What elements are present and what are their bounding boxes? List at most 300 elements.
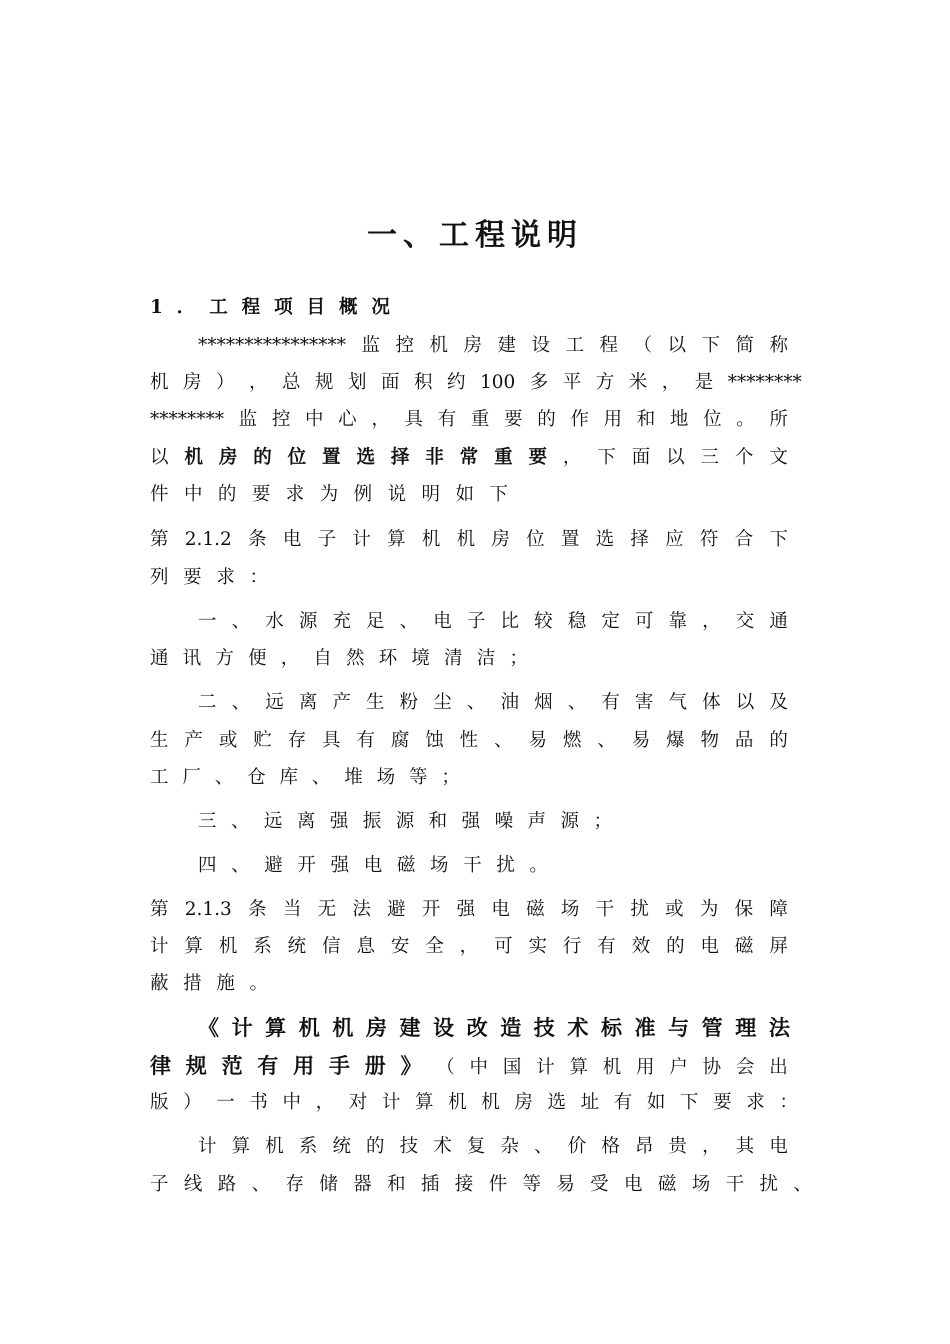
text-glyph: 条: [248, 899, 267, 920]
text-glyph: 置: [322, 447, 341, 468]
text-glyph: 、: [399, 611, 419, 632]
text-line: [150, 566, 268, 590]
text-glyph: 磁: [396, 855, 416, 876]
text-glyph: 位: [526, 529, 545, 550]
text-glyph: 易: [556, 1174, 575, 1195]
text-glyph: 、: [251, 1174, 271, 1195]
text-glyph: 三: [198, 811, 217, 832]
text-glyph: ：: [779, 1092, 798, 1113]
text-glyph: 效: [631, 936, 651, 957]
text-glyph: 所: [769, 409, 788, 430]
text-glyph: 房: [491, 529, 510, 550]
text-glyph: 一: [216, 1092, 235, 1113]
text-glyph: 下: [489, 484, 508, 505]
text-glyph: 的: [217, 484, 237, 505]
text-glyph: ，: [459, 936, 479, 957]
text-glyph: 位: [287, 447, 307, 468]
text-glyph: 监: [238, 409, 258, 430]
text-glyph: 房: [463, 335, 482, 356]
text-glyph: 面: [381, 372, 400, 393]
text-glyph: 约: [447, 372, 466, 393]
page-title: 一、工程说明: [367, 218, 583, 253]
text-glyph: 以: [735, 692, 755, 713]
text-line: [150, 898, 788, 922]
text-glyph: 电: [700, 936, 720, 957]
text-glyph: 存: [285, 1174, 304, 1195]
text-glyph: 远: [263, 811, 283, 832]
text-glyph: 和: [387, 1174, 406, 1195]
text-glyph: 、: [597, 730, 616, 751]
text-glyph: 库: [279, 767, 299, 788]
text-glyph: 电: [282, 529, 302, 550]
text-glyph: 规: [185, 1054, 207, 1078]
text-glyph: 要: [504, 409, 523, 430]
text-glyph: 品: [734, 730, 754, 751]
text-glyph: 控: [271, 409, 291, 430]
text-glyph: 概: [338, 297, 358, 318]
text-glyph: 总: [282, 372, 301, 393]
text-glyph: 方: [595, 372, 615, 393]
text-glyph: ）: [216, 372, 235, 393]
text-glyph: ，: [280, 648, 300, 669]
text-glyph: 重: [494, 447, 513, 468]
text-glyph: ．: [176, 297, 196, 318]
text-glyph: 有: [613, 1092, 633, 1113]
text-glyph: 干: [463, 855, 482, 876]
text-glyph: 场: [429, 855, 449, 876]
text-glyph: 燃: [562, 730, 582, 751]
text-glyph: 计: [150, 936, 169, 957]
text-glyph: 蚀: [425, 730, 444, 751]
text-glyph: 然: [346, 648, 365, 669]
text-glyph: 下: [680, 1092, 699, 1113]
text-glyph: 设: [433, 1016, 455, 1040]
text-glyph: 无: [317, 899, 337, 920]
text-glyph: 厂: [182, 767, 201, 788]
text-glyph: 储: [319, 1174, 338, 1195]
text-glyph: 、: [231, 855, 250, 876]
text-glyph: 计: [381, 1092, 401, 1113]
text-glyph: 或: [665, 899, 684, 920]
text-line: [150, 935, 788, 959]
text-glyph: 计: [231, 1016, 253, 1040]
text-glyph: 以: [666, 447, 685, 468]
text-glyph: 为: [319, 484, 339, 505]
text-glyph: （: [633, 335, 652, 356]
text-glyph: 称: [769, 335, 788, 356]
text-glyph: 、: [311, 767, 331, 788]
text-glyph: 机: [456, 529, 476, 550]
text-glyph: 控: [395, 335, 414, 356]
text-glyph: 米: [628, 372, 648, 393]
text-glyph: 和: [428, 811, 448, 832]
text-glyph: 系: [253, 936, 272, 957]
text-glyph: 开: [421, 899, 441, 920]
text-glyph: 机: [602, 1057, 622, 1078]
text-glyph: 、: [494, 730, 513, 751]
text-glyph: 、: [793, 1174, 812, 1195]
text-glyph: 下: [597, 447, 616, 468]
text-glyph: 设: [531, 335, 550, 356]
text-glyph: 接: [454, 1174, 474, 1195]
text-glyph: ；: [593, 811, 612, 832]
text-glyph: 噪: [494, 811, 514, 832]
text-glyph: 便: [248, 648, 267, 669]
text-glyph: 规: [315, 372, 334, 393]
text-glyph: 机: [218, 936, 238, 957]
text-glyph: 可: [634, 611, 654, 632]
text-glyph: 工: [150, 767, 169, 788]
text-glyph: 》: [400, 1054, 422, 1078]
text-glyph: 机: [429, 335, 448, 356]
text-glyph: 作: [570, 409, 589, 430]
text-glyph: 子: [150, 1174, 169, 1195]
text-glyph: 统: [332, 1136, 351, 1157]
text-glyph: 改: [466, 1016, 488, 1040]
text-line: [150, 446, 788, 470]
text-glyph: 有: [601, 692, 620, 713]
text-glyph: 受: [590, 1174, 609, 1195]
text-glyph: 。: [529, 855, 548, 876]
text-glyph: 扰: [759, 1174, 778, 1195]
text-line: [150, 528, 788, 552]
text-glyph: 措: [183, 973, 202, 994]
text-glyph: 算: [184, 936, 203, 957]
text-glyph: 机: [332, 1016, 354, 1040]
text-glyph: 害: [634, 692, 654, 713]
text-glyph: 有: [597, 936, 616, 957]
text-glyph: 及: [769, 692, 788, 713]
text-glyph: 机: [298, 1016, 320, 1040]
text-glyph: 振: [362, 811, 382, 832]
text-glyph: 100: [480, 372, 516, 393]
text-glyph: 和: [636, 409, 656, 430]
text-glyph: 环: [378, 648, 398, 669]
text-glyph: 算: [265, 1016, 287, 1040]
text-glyph: 出: [769, 1057, 788, 1078]
text-glyph: 源: [298, 611, 318, 632]
text-glyph: 地: [669, 409, 689, 430]
text-line: [198, 854, 548, 878]
text-glyph: ，: [661, 372, 681, 393]
text-glyph: 、: [214, 767, 234, 788]
text-glyph: 划: [348, 372, 367, 393]
text-glyph: 技: [533, 1016, 555, 1040]
text-glyph: ，: [702, 1136, 721, 1157]
text-glyph: 远: [265, 692, 284, 713]
text-glyph: 以: [667, 335, 686, 356]
text-glyph: 扰: [630, 899, 649, 920]
text-glyph: 要: [251, 484, 271, 505]
text-glyph: 技: [399, 1136, 419, 1157]
text-glyph: 机: [481, 1092, 500, 1113]
text-glyph: 理: [735, 1016, 757, 1040]
text-glyph: 监: [361, 335, 380, 356]
text-line: [150, 729, 788, 753]
text-glyph: 强: [461, 811, 481, 832]
text-glyph: 、: [231, 611, 251, 632]
text-glyph: 电: [624, 1174, 643, 1195]
text-glyph: 准: [634, 1016, 656, 1040]
text-line: [150, 1173, 812, 1197]
text-line: [198, 334, 788, 358]
text-glyph: 充: [332, 611, 351, 632]
text-glyph: 计: [198, 1136, 217, 1157]
text-glyph: 等: [409, 767, 428, 788]
text-glyph: 等: [522, 1174, 541, 1195]
text-glyph: 磁: [526, 899, 545, 920]
text-glyph: 房: [183, 372, 202, 393]
text-glyph: 法: [768, 1016, 790, 1040]
text-glyph: ********: [727, 372, 802, 393]
text-glyph: 个: [734, 447, 754, 468]
text-glyph: 强: [330, 855, 350, 876]
text-glyph: 用: [603, 409, 623, 430]
text-glyph: ，: [315, 1092, 335, 1113]
text-glyph: 干: [595, 899, 615, 920]
text-glyph: 其: [735, 1136, 755, 1157]
text-glyph: 插: [420, 1174, 440, 1195]
text-glyph: 机: [421, 529, 441, 550]
text-glyph: 较: [534, 611, 553, 632]
text-glyph: 程: [241, 297, 261, 318]
text-glyph: 版: [150, 1092, 169, 1113]
text-glyph: 场: [560, 899, 580, 920]
text-glyph: 烟: [534, 692, 553, 713]
text-glyph: 有: [356, 730, 375, 751]
text-glyph: 境: [411, 648, 430, 669]
text-glyph: 易: [631, 730, 651, 751]
text-line: [150, 1054, 788, 1078]
text-glyph: 符: [699, 529, 719, 550]
text-glyph: ；: [441, 767, 460, 788]
text-glyph: 房: [514, 1092, 533, 1113]
text-glyph: 物: [700, 730, 720, 751]
text-glyph: 产: [332, 692, 351, 713]
text-glyph: 格: [601, 1136, 620, 1157]
text-glyph: 选: [547, 1092, 567, 1113]
text-glyph: （: [436, 1057, 455, 1078]
text-glyph: 避: [387, 899, 406, 920]
text-glyph: 中: [282, 1092, 302, 1113]
text-line: [198, 610, 788, 634]
text-glyph: 避: [264, 855, 283, 876]
text-glyph: 。: [249, 973, 268, 994]
text-glyph: 安: [390, 936, 410, 957]
text-glyph: 的: [366, 1136, 385, 1157]
text-glyph: 下: [769, 529, 788, 550]
text-glyph: 磁: [734, 936, 754, 957]
text-glyph: 腐: [390, 730, 410, 751]
text-glyph: 存: [287, 730, 307, 751]
text-glyph: 、: [230, 811, 250, 832]
text-glyph: 算: [415, 1092, 434, 1113]
text-glyph: 具: [404, 409, 424, 430]
text-glyph: 机: [150, 372, 169, 393]
text-glyph: 讯: [182, 648, 202, 669]
text-glyph: 全: [425, 936, 444, 957]
text-glyph: 场: [376, 767, 396, 788]
text-glyph: 、: [534, 1136, 553, 1157]
text-glyph: 求: [216, 567, 235, 588]
text-glyph: 1: [150, 297, 163, 318]
text-line: [198, 691, 788, 715]
text-glyph: 择: [390, 447, 410, 468]
text-glyph: 油: [500, 692, 519, 713]
text-glyph: 磁: [657, 1174, 677, 1195]
text-glyph: 比: [500, 611, 519, 632]
text-glyph: 贮: [253, 730, 272, 751]
text-glyph: 洁: [476, 648, 496, 669]
text-glyph: ：: [249, 567, 268, 588]
text-glyph: 子: [317, 529, 337, 550]
text-glyph: 2.1.2: [184, 529, 232, 550]
text-glyph: 应: [665, 529, 684, 550]
text-glyph: 求: [746, 1092, 765, 1113]
text-glyph: 易: [528, 730, 547, 751]
text-glyph: 明: [421, 484, 441, 505]
text-glyph: 择: [630, 529, 649, 550]
text-glyph: 中: [305, 409, 324, 430]
text-glyph: 是: [694, 372, 714, 393]
text-glyph: 有: [437, 409, 457, 430]
text-glyph: 算: [569, 1057, 588, 1078]
text-glyph: 要: [528, 447, 547, 468]
text-glyph: 简: [735, 335, 754, 356]
text-glyph: 源: [395, 811, 415, 832]
text-glyph: 统: [287, 936, 307, 957]
text-glyph: 如: [455, 484, 474, 505]
text-glyph: 房: [365, 1016, 387, 1040]
text-glyph: 为: [699, 899, 719, 920]
text-line: [150, 408, 788, 432]
text-glyph: 当: [282, 899, 302, 920]
text-glyph: ；: [509, 648, 528, 669]
text-glyph: 计: [536, 1057, 555, 1078]
text-glyph: 管: [701, 1016, 723, 1040]
text-glyph: 昂: [634, 1136, 654, 1157]
text-glyph: 程: [599, 335, 618, 356]
text-glyph: 产: [184, 730, 203, 751]
text-glyph: 列: [150, 567, 169, 588]
text-glyph: 址: [580, 1092, 600, 1113]
text-glyph: 或: [218, 730, 238, 751]
text-glyph: 的: [769, 730, 788, 751]
text-glyph: 具: [322, 730, 341, 751]
text-glyph: 方: [215, 648, 234, 669]
text-glyph: 电: [363, 855, 383, 876]
text-glyph: 多: [529, 372, 549, 393]
text-glyph: 况: [371, 297, 390, 318]
text-glyph: ********: [150, 409, 224, 430]
text-glyph: 子: [466, 611, 486, 632]
text-glyph: 屏: [769, 936, 788, 957]
text-glyph: 工: [209, 297, 228, 318]
text-glyph: 户: [669, 1057, 688, 1078]
text-glyph: 清: [444, 648, 463, 669]
text-glyph: 位: [703, 409, 722, 430]
text-glyph: 通: [769, 611, 788, 632]
text-glyph: 。: [736, 409, 755, 430]
text-glyph: 中: [183, 484, 203, 505]
text-glyph: 生: [366, 692, 385, 713]
text-glyph: 第: [150, 529, 169, 550]
text-glyph: ）: [183, 1092, 202, 1113]
text-glyph: 生: [150, 730, 169, 751]
text-glyph: 术: [567, 1016, 589, 1040]
text-glyph: 手: [328, 1054, 350, 1078]
text-glyph: 标: [600, 1016, 622, 1040]
text-glyph: 靠: [668, 611, 688, 632]
text-line: [150, 766, 460, 790]
text-glyph: 目: [306, 297, 326, 318]
text-glyph: 行: [562, 936, 582, 957]
text-glyph: 说: [387, 484, 407, 505]
text-line: [150, 371, 802, 395]
text-glyph: 、: [231, 692, 251, 713]
text-glyph: 项: [274, 297, 293, 318]
text-glyph: 如: [646, 1092, 666, 1113]
text-glyph: 一: [198, 611, 217, 632]
text-glyph: 离: [298, 692, 318, 713]
text-glyph: 线: [183, 1174, 203, 1195]
text-glyph: 器: [353, 1174, 372, 1195]
text-glyph: 复: [466, 1136, 486, 1157]
text-glyph: 造: [500, 1016, 522, 1040]
text-glyph: 定: [601, 611, 620, 632]
text-line: [150, 972, 268, 996]
text-glyph: 强: [456, 899, 476, 920]
text-glyph: 场: [691, 1174, 711, 1195]
text-glyph: 第: [150, 899, 169, 920]
text-glyph: 范: [221, 1054, 243, 1078]
text-glyph: 中: [469, 1057, 489, 1078]
text-glyph: 粉: [399, 692, 419, 713]
text-glyph: 扰: [496, 855, 515, 876]
text-glyph: 以: [150, 447, 169, 468]
text-glyph: 选: [595, 529, 615, 550]
text-glyph: 信: [322, 936, 341, 957]
text-glyph: ，: [371, 409, 390, 430]
text-glyph: 的: [253, 447, 272, 468]
text-glyph: 非: [425, 447, 444, 468]
text-glyph: ，: [702, 611, 721, 632]
text-glyph: 声: [527, 811, 547, 832]
text-glyph: 《: [198, 1016, 219, 1040]
text-glyph: 水: [265, 611, 284, 632]
text-glyph: 书: [249, 1092, 268, 1113]
text-glyph: 工: [565, 335, 584, 356]
text-glyph: 杂: [500, 1136, 519, 1157]
text-glyph: 计: [352, 529, 371, 550]
text-line: [150, 483, 508, 507]
text-glyph: 会: [735, 1057, 755, 1078]
text-glyph: 建: [399, 1016, 421, 1040]
text-glyph: 息: [356, 936, 375, 957]
text-glyph: 房: [218, 447, 238, 468]
text-glyph: 电: [769, 1136, 788, 1157]
text-glyph: 下: [701, 335, 720, 356]
text-glyph: 离: [296, 811, 316, 832]
text-glyph: 件: [150, 484, 169, 505]
text-glyph: 国: [502, 1057, 522, 1078]
text-glyph: 、: [567, 692, 587, 713]
text-glyph: 实: [528, 936, 547, 957]
text-glyph: 四: [198, 855, 217, 876]
text-glyph: 建: [497, 335, 516, 356]
text-glyph: 机: [184, 447, 203, 468]
text-glyph: 用: [293, 1054, 315, 1078]
